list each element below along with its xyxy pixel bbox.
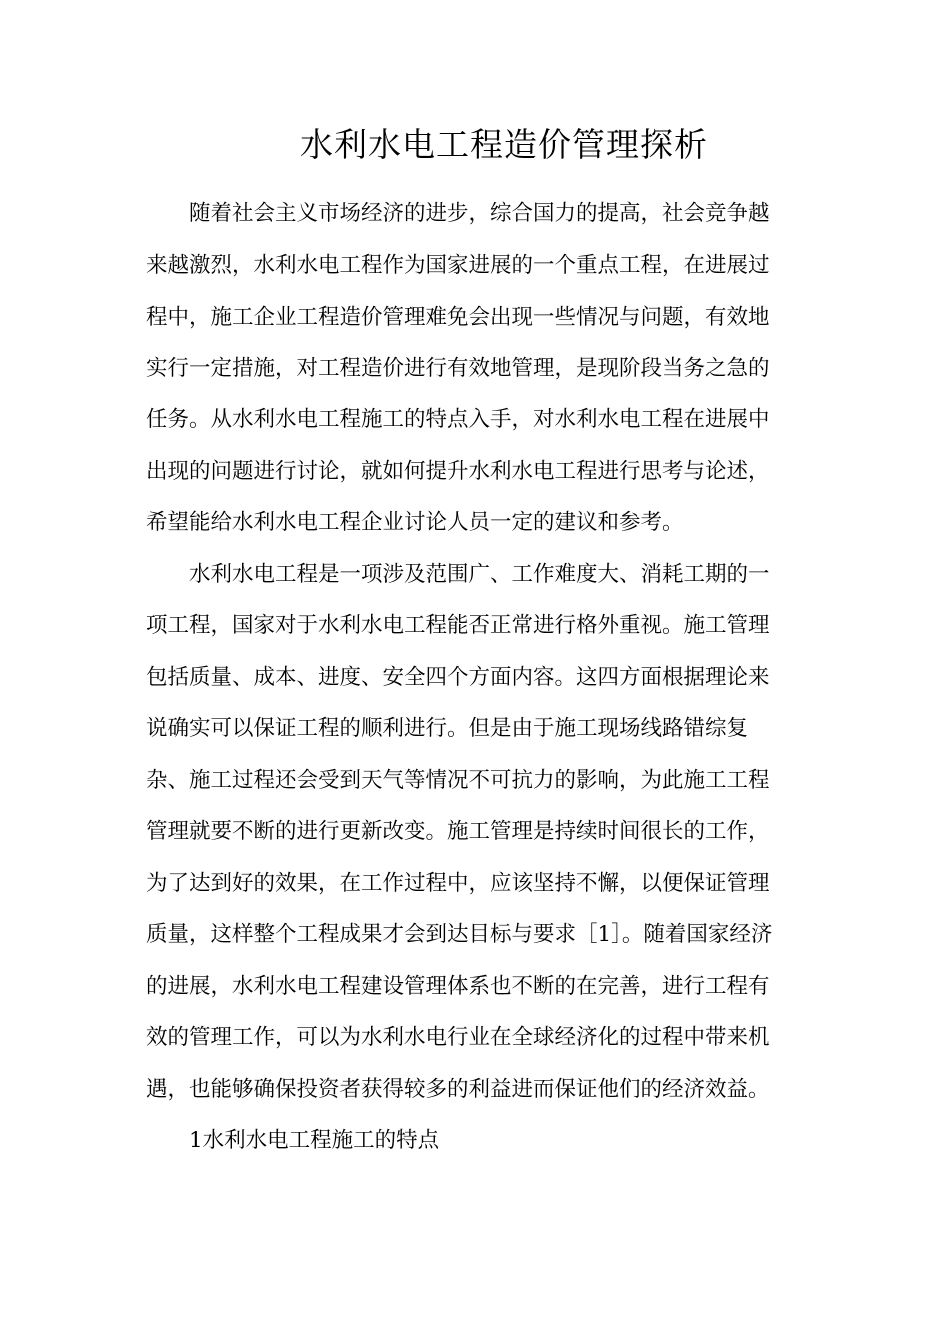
paragraph-1-line-4: 实行一定措施，对工程造价进行有效地管理，是现阶段当务之急的 (146, 356, 770, 381)
paragraph-2-line-3: 包括质量、成本、进度、安全四个方面内容。这四方面根据理论来 (146, 665, 770, 690)
paragraph-1-line-5: 任务。从水利水电工程施工的特点入手，对水利水电工程在进展中 (146, 407, 770, 432)
paragraph-2-line-7: 为了达到好的效果，在工作过程中，应该坚持不懈，以便保证管理 (146, 871, 770, 896)
document-title: 水利水电工程造价管理探析 (300, 125, 708, 164)
paragraph-2-line-2: 项工程，国家对于水利水电工程能否正常进行格外重视。施工管理 (146, 613, 770, 638)
paragraph-2-line-10: 效的管理工作，可以为水利水电行业在全球经济化的过程中带来机 (146, 1025, 770, 1050)
paragraph-1-line-3: 程中，施工企业工程造价管理难免会出现一些情况与问题，有效地 (146, 305, 770, 330)
section-heading: 1水利水电工程施工的特点 (189, 1128, 440, 1153)
paragraph-2-line-6: 管理就要不断的进行更新改变。施工管理是持续时间很长的工作， (146, 819, 770, 844)
paragraph-2-line-1: 水利水电工程是一项涉及范围广、工作难度大、消耗工期的一 (189, 562, 770, 587)
paragraph-1-line-1: 随着社会主义市场经济的进步，综合国力的提高，社会竞争越 (189, 201, 770, 226)
paragraph-2-line-4: 说确实可以保证工程的顺利进行。但是由于施工现场线路错综复 (146, 716, 749, 741)
paragraph-1-line-7: 希望能给水利水电工程企业讨论人员一定的建议和参考。 (146, 510, 684, 535)
paragraph-2-line-9: 的进展，水利水电工程建设管理体系也不断的在完善，进行工程有 (146, 974, 770, 999)
paragraph-2-line-8: 质量，这样整个工程成果才会到达目标与要求［1］。随着国家经济 (146, 922, 773, 947)
paragraph-1-line-6: 出现的问题进行讨论，就如何提升水利水电工程进行思考与论述， (146, 459, 770, 484)
paragraph-2-line-11: 遇，也能够确保投资者获得较多的利益进而保证他们的经济效益。 (146, 1077, 770, 1102)
paragraph-2-line-5: 杂、施工过程还会受到天气等情况不可抗力的影响，为此施工工程 (146, 768, 770, 793)
paragraph-1-line-2: 来越激烈，水利水电工程作为国家进展的一个重点工程，在进展过 (146, 253, 770, 278)
